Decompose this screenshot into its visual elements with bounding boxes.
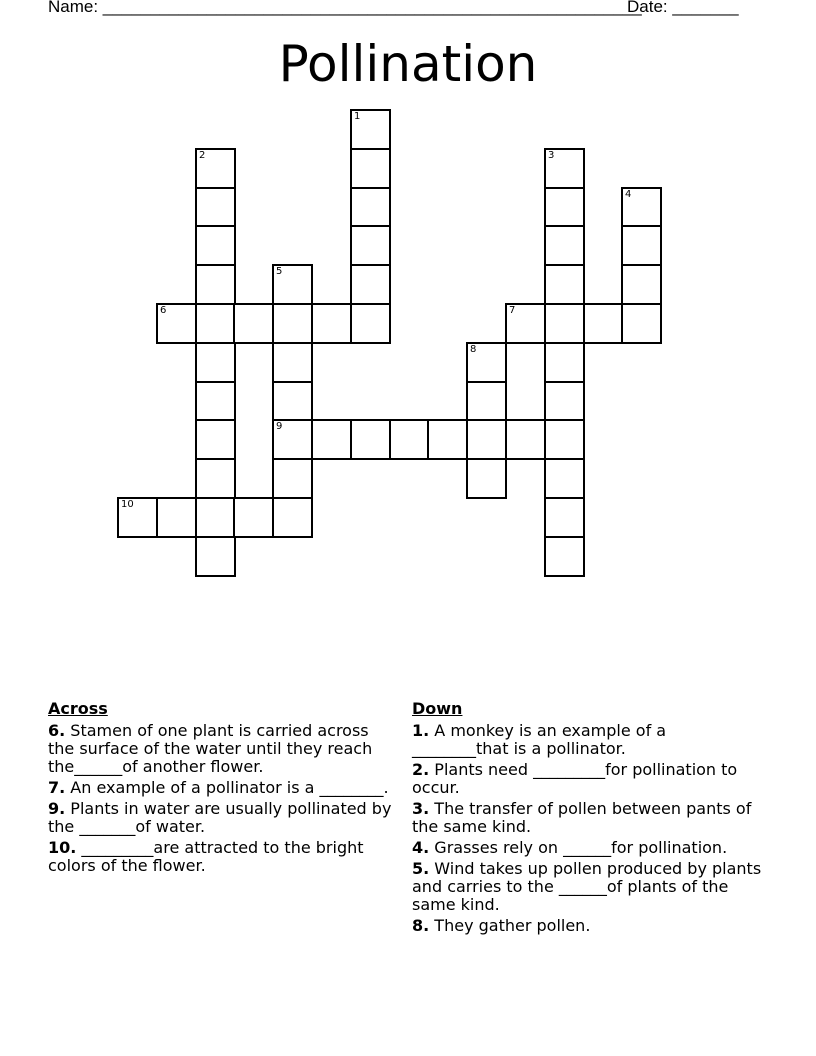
grid-cell[interactable] <box>544 264 585 305</box>
grid-cell[interactable] <box>117 497 158 538</box>
grid-cell[interactable] <box>350 419 391 460</box>
grid-cell[interactable] <box>466 419 507 460</box>
across-clues <box>48 700 393 878</box>
clue-across-9 <box>48 800 393 836</box>
grid-cell[interactable] <box>427 419 468 460</box>
clue-number-label: 9 <box>276 421 283 432</box>
grid-cell[interactable] <box>544 303 585 344</box>
clue-text: Plants need _________for pollination to occur. <box>412 760 738 797</box>
grid-cell[interactable] <box>195 342 236 383</box>
grid-cell[interactable] <box>233 497 274 538</box>
grid-cell[interactable] <box>272 381 313 422</box>
grid-cell[interactable] <box>272 303 313 344</box>
clue-text: An example of a pollinator is a ________. <box>65 778 389 797</box>
clue-number: 3. <box>412 799 430 818</box>
grid-cell[interactable] <box>195 536 236 577</box>
clue-number: 6. <box>48 721 66 740</box>
clue-down-4 <box>412 839 762 857</box>
grid-cell[interactable] <box>350 187 391 228</box>
grid-cell[interactable] <box>350 109 391 150</box>
clue-down-1 <box>412 722 762 758</box>
grid-cell[interactable] <box>195 303 236 344</box>
across-heading: Across <box>48 699 108 718</box>
clue-number: 4. <box>412 838 430 857</box>
clue-down-5 <box>412 860 762 914</box>
grid-cell[interactable] <box>466 458 507 499</box>
clue-down-2 <box>412 761 762 797</box>
grid-cell[interactable] <box>544 187 585 228</box>
date-field[interactable]: Date: _______ <box>627 0 739 16</box>
grid-cell[interactable] <box>350 264 391 305</box>
grid-cell[interactable] <box>350 148 391 189</box>
clue-text: A monkey is an example of a ________that is a pollinator. <box>412 721 667 758</box>
clue-text: Grasses rely on ______for pollination. <box>429 838 728 857</box>
grid-cell[interactable] <box>505 303 546 344</box>
clue-number-label: 2 <box>199 150 206 161</box>
grid-cell[interactable] <box>544 342 585 383</box>
grid-cell[interactable] <box>272 342 313 383</box>
grid-cell[interactable] <box>195 187 236 228</box>
clue-number-label: 8 <box>470 344 477 355</box>
clue-number-label: 4 <box>625 189 632 200</box>
clue-number: 7. <box>48 778 66 797</box>
grid-cell[interactable] <box>466 342 507 383</box>
grid-cell[interactable] <box>389 419 430 460</box>
grid-cell[interactable] <box>156 497 197 538</box>
grid-cell[interactable] <box>195 458 236 499</box>
grid-cell[interactable] <box>195 225 236 266</box>
grid-cell[interactable] <box>621 225 662 266</box>
grid-cell[interactable] <box>350 225 391 266</box>
grid-cell[interactable] <box>272 264 313 305</box>
grid-cell[interactable] <box>156 303 197 344</box>
grid-cell[interactable] <box>544 536 585 577</box>
clue-number-label: 1 <box>354 111 361 122</box>
clue-text: Stamen of one plant is carried across the surface of the water until they reach the______of another flower. <box>48 721 373 776</box>
grid-cell[interactable] <box>583 303 624 344</box>
grid-cell[interactable] <box>233 303 274 344</box>
clue-number-label: 6 <box>160 305 167 316</box>
clue-number: 8. <box>412 916 430 935</box>
grid-cell[interactable] <box>621 187 662 228</box>
down-clues <box>412 700 762 938</box>
clue-number: 5. <box>412 859 430 878</box>
clue-across-7 <box>48 779 393 797</box>
clue-down-3 <box>412 800 762 836</box>
clue-number-label: 10 <box>121 499 134 510</box>
grid-cell[interactable] <box>272 419 313 460</box>
grid-cell[interactable] <box>621 264 662 305</box>
clue-across-10 <box>48 839 393 875</box>
grid-cell[interactable] <box>544 225 585 266</box>
page-title: Pollination <box>278 35 538 93</box>
clue-number-label: 3 <box>548 150 555 161</box>
clue-number: 10. <box>48 838 77 857</box>
grid-cell[interactable] <box>505 419 546 460</box>
grid-cell[interactable] <box>544 497 585 538</box>
grid-cell[interactable] <box>195 419 236 460</box>
clue-text: The transfer of pollen between pants of the same kind. <box>412 799 752 836</box>
clue-across-6 <box>48 722 393 776</box>
clue-text: They gather pollen. <box>429 916 591 935</box>
down-heading: Down <box>412 699 463 718</box>
grid-cell[interactable] <box>272 458 313 499</box>
clue-number: 9. <box>48 799 66 818</box>
name-field[interactable]: Name: _________________________________________________________ <box>48 0 642 16</box>
grid-cell[interactable] <box>195 381 236 422</box>
grid-cell[interactable] <box>311 303 352 344</box>
grid-cell[interactable] <box>195 497 236 538</box>
grid-cell[interactable] <box>311 419 352 460</box>
clue-number-label: 7 <box>509 305 516 316</box>
grid-cell[interactable] <box>350 303 391 344</box>
grid-cell[interactable] <box>466 381 507 422</box>
grid-cell[interactable] <box>195 148 236 189</box>
clue-text: Wind takes up pollen produced by plants and carries to the ______of plants of the same kind. <box>412 859 762 914</box>
grid-cell[interactable] <box>544 381 585 422</box>
grid-cell[interactable] <box>272 497 313 538</box>
grid-cell[interactable] <box>544 148 585 189</box>
clue-number: 1. <box>412 721 430 740</box>
clue-number: 2. <box>412 760 430 779</box>
clue-text: _________are attracted to the bright colors of the flower. <box>48 838 364 875</box>
grid-cell[interactable] <box>544 458 585 499</box>
grid-cell[interactable] <box>195 264 236 305</box>
grid-cell[interactable] <box>544 419 585 460</box>
clue-down-8 <box>412 917 762 935</box>
clue-text: Plants in water are usually pollinated by the _______of water. <box>48 799 392 836</box>
clue-number-label: 5 <box>276 266 283 277</box>
grid-cell[interactable] <box>621 303 662 344</box>
